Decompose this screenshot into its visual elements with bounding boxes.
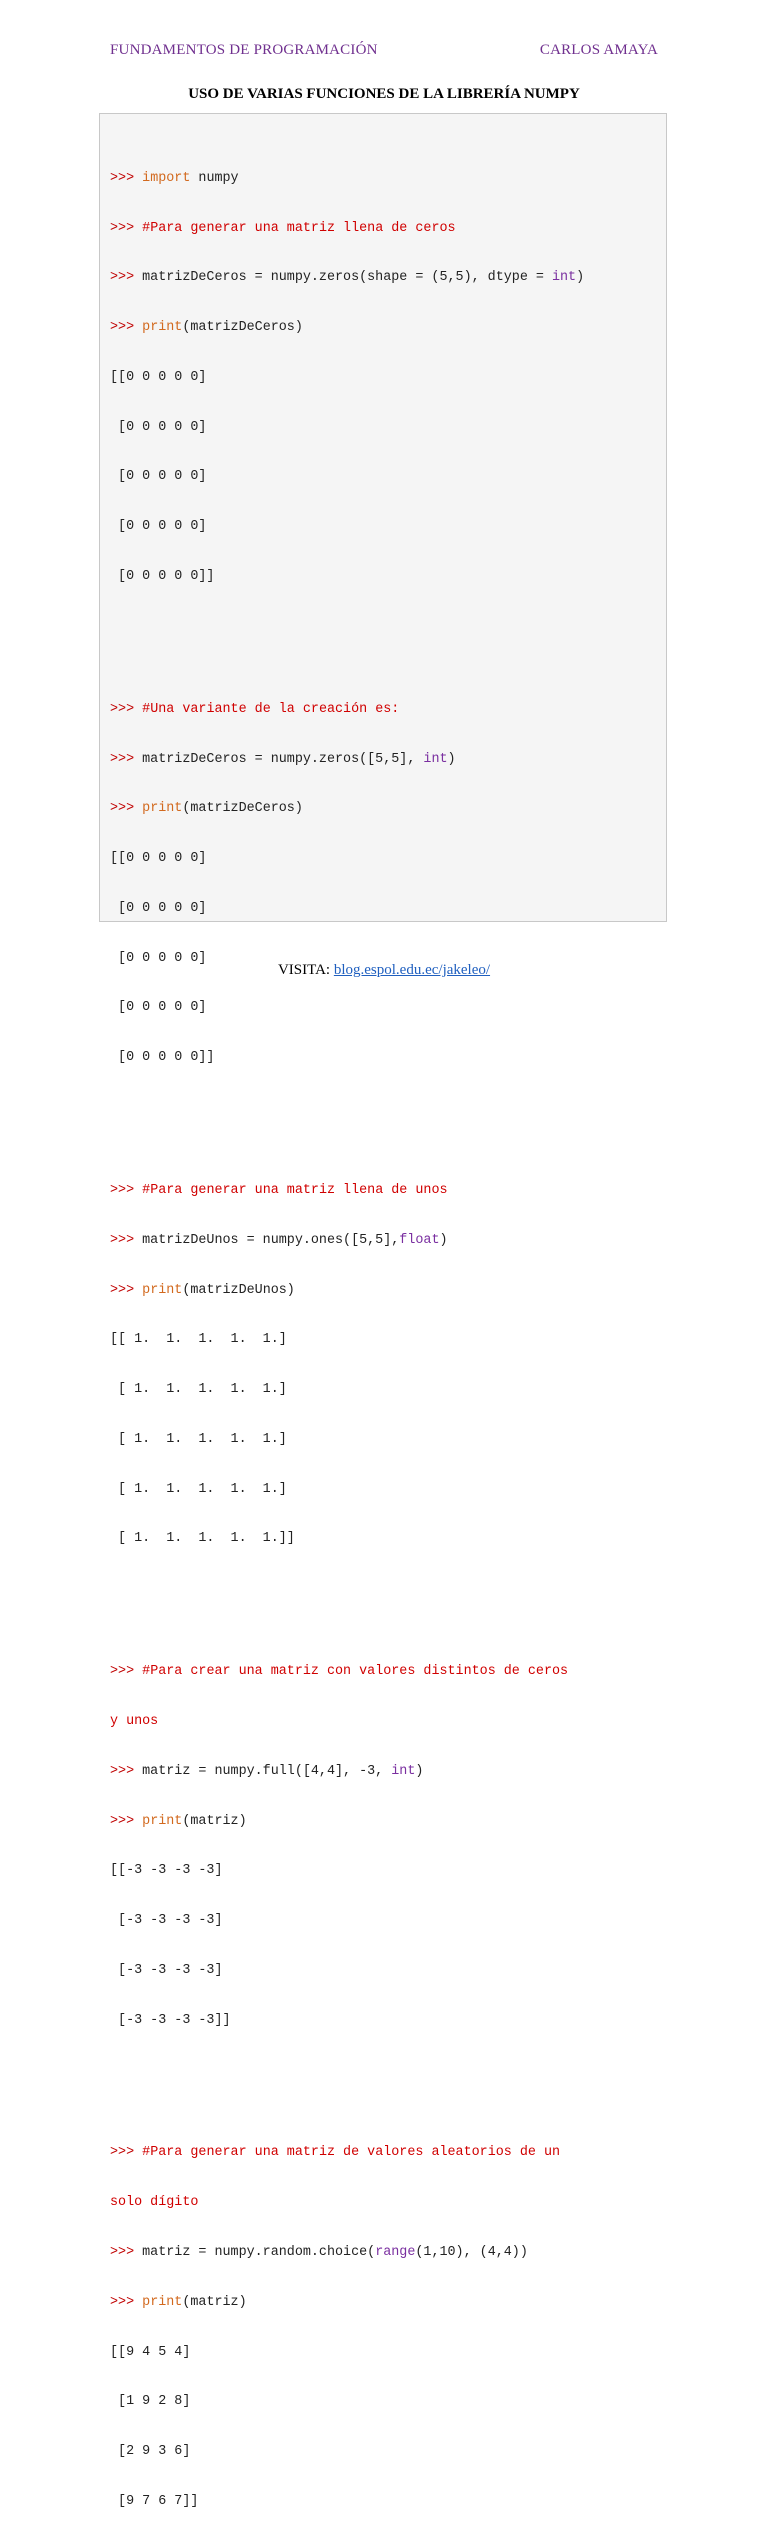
output-line: [0 0 0 0 0]] xyxy=(110,569,215,585)
output-line: [ 1. 1. 1. 1. 1.]] xyxy=(110,1531,295,1547)
footer-label: VISITA: xyxy=(277,962,334,978)
code-line: >>> print(matrizDeUnos) xyxy=(110,1282,295,1298)
blank-line xyxy=(110,1100,666,1117)
output-line: [[0 0 0 0 0] xyxy=(110,851,207,867)
code-line: >>> import numpy xyxy=(110,170,239,186)
output-line: [0 0 0 0 0] xyxy=(110,1000,207,1016)
output-line: [2 9 3 6] xyxy=(110,2444,191,2460)
output-line: [-3 -3 -3 -3] xyxy=(110,1913,223,1929)
output-line: [[ 1. 1. 1. 1. 1.] xyxy=(110,1332,287,1348)
output-line: [9 7 6 7]] xyxy=(110,2493,199,2509)
code-line: >>> print(matriz) xyxy=(110,2294,247,2310)
code-line-continuation: y unos xyxy=(110,1714,159,1729)
output-line: [[-3 -3 -3 -3] xyxy=(110,1863,223,1879)
header-author: CARLOS AMAYA xyxy=(539,42,658,58)
output-line: [0 0 0 0 0] xyxy=(110,950,207,966)
blank-line xyxy=(110,1581,666,1598)
output-line: [ 1. 1. 1. 1. 1.] xyxy=(110,1382,287,1398)
code-line: >>> matrizDeUnos = numpy.ones([5,5],float) xyxy=(110,1232,448,1248)
code-line: >>> #Para generar una matriz llena de ceros xyxy=(110,220,456,236)
output-line: [-3 -3 -3 -3]] xyxy=(110,2012,231,2028)
output-line: [0 0 0 0 0] xyxy=(110,469,207,485)
output-line: [ 1. 1. 1. 1. 1.] xyxy=(110,1431,287,1447)
output-line: [1 9 2 8] xyxy=(110,2394,191,2410)
output-line: [[0 0 0 0 0] xyxy=(110,369,207,385)
code-line: >>> matriz = numpy.random.choice(range(1,10), (4,4)) xyxy=(110,2245,528,2260)
code-line: >>> #Para generar una matriz de valores aleatorios de un xyxy=(110,2145,561,2161)
code-line: >>> #Una variante de la creación es: xyxy=(110,701,400,717)
code-line: >>> #Para crear una matriz con valores distintos de ceros xyxy=(110,1664,569,1680)
code-line: >>> matrizDeCeros = numpy.zeros(shape = (5,5), dtype = int) xyxy=(110,270,585,286)
code-line: >>> print(matriz) xyxy=(110,1813,247,1829)
code-line: >>> print(matrizDeCeros) xyxy=(110,801,303,817)
output-line: [ 1. 1. 1. 1. 1.] xyxy=(110,1481,287,1497)
code-block xyxy=(110,121,666,2544)
footer-link[interactable]: blog.espol.edu.ec/jakeleo/ xyxy=(333,962,491,978)
code-line: >>> matrizDeCeros = numpy.zeros([5,5], int) xyxy=(110,751,456,767)
code-line: >>> matriz = numpy.full([4,4], -3, int) xyxy=(110,1763,424,1779)
header-course-title: FUNDAMENTOS DE PROGRAMACIÓN xyxy=(110,42,378,58)
code-line: >>> #Para generar una matriz llena de unos xyxy=(110,1183,448,1198)
code-line: >>> print(matrizDeCeros) xyxy=(110,320,303,336)
output-line: [0 0 0 0 0]] xyxy=(110,1050,215,1066)
output-line: [[9 4 5 4] xyxy=(110,2344,191,2360)
output-line: [0 0 0 0 0] xyxy=(110,519,207,535)
blank-line xyxy=(110,2062,666,2079)
output-line: [0 0 0 0 0] xyxy=(110,900,207,916)
blank-line xyxy=(110,619,666,636)
code-line-continuation: solo dígito xyxy=(110,2195,199,2211)
output-line: [-3 -3 -3 -3] xyxy=(110,1962,223,1978)
page-title: USO DE VARIAS FUNCIONES DE LA LIBRERÍA NUMPY xyxy=(188,86,580,102)
footer xyxy=(0,962,768,979)
output-line: [0 0 0 0 0] xyxy=(110,419,207,435)
